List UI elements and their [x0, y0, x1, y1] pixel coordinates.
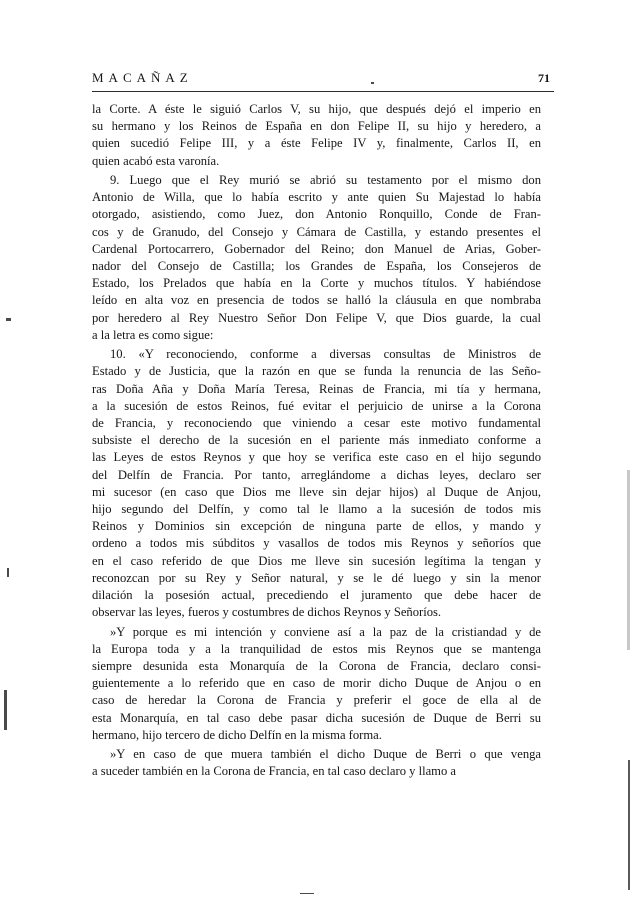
text-line: subsiste el derecho de la sucesión en el pariente más inmediato conforme a	[92, 433, 541, 448]
text-line: a la letra es como sigue:	[92, 327, 214, 342]
running-head: MACAÑAZ	[92, 70, 193, 85]
paragraph	[92, 624, 541, 744]
text-line: observar las leyes, fueros y costumbres de dichos Reynos y Señoríos.	[92, 605, 442, 620]
text-line: »Y porque es mi intención y conviene así a la paz de la cristiandad y de	[110, 624, 541, 639]
text-line: las Leyes de estos Reynos y que hoy se verifica este caso en el hijo segundo	[92, 450, 541, 465]
body-text	[92, 101, 541, 783]
text-line: 10. «Y reconociendo, conforme a diversas consultas de Ministros de	[110, 347, 541, 362]
text-line: quien acabó esta varonía.	[92, 153, 220, 168]
text-line: hermano, hijo tercero de dicho Delfín en la misma forma.	[92, 727, 382, 742]
paragraph	[92, 101, 541, 170]
text-line: esta Monarquía, en tal caso debe pasar dicha sucesión de Duque de Berri su	[92, 710, 541, 725]
text-line: la Corte. A éste le siguió Carlos V, su hijo, que después dejó el imperio en	[92, 102, 541, 116]
top-mark	[371, 82, 374, 84]
text-line: siempre desunida esta Monarquía de la Corona de Francia, declaro consi-	[92, 659, 541, 674]
text-line: ras Doña Aña y Doña María Teresa, Reinas de Francia, mi tía y hermana,	[92, 381, 541, 396]
text-line: ordeno a todos mis súbditos y vasallos de todos mis Reynos y señoríos que	[92, 536, 541, 551]
text-line: otorgado, asistiendo, como Juez, don Antonio Ronquillo, Conde de Fran-	[92, 207, 541, 222]
text-line: Cardenal Portocarrero, Gobernador del Reino; don Manuel de Arias, Gober-	[92, 241, 541, 256]
text-line: »Y en caso de que muera también el dicho Duque de Berri o que venga	[110, 747, 541, 762]
header-rule	[92, 91, 554, 92]
text-line: nador del Consejo de Castilla; los Grandes de España, los Consejeros de	[92, 259, 541, 274]
text-line: caso de heredar la Corona de Francia y preferir el goce de ella al de	[92, 693, 541, 708]
paragraph	[92, 746, 541, 780]
text-line: la Europa toda y a la tranquilidad de estos mis Reynos que se mantenga	[92, 641, 541, 656]
text-line: Estado y de Justicia, que la razón en que se funda la renuncia de las Seño-	[92, 364, 541, 379]
text-line: Reinos y Dominios sin excepción de ninguna parte de ellos, y mando y	[92, 519, 541, 534]
text-line: Antonio de Willa, que lo había escrito y ante quien Su Majestad lo había	[92, 190, 541, 205]
left-margin-mark	[4, 690, 7, 730]
bottom-mark	[300, 893, 314, 894]
left-margin-mark	[6, 318, 11, 321]
text-line: a la sucesión de estos Reinos, fué evitar el perjuicio de unirse a la Corona	[92, 398, 541, 413]
text-line: hijo segundo del Delfín, y como tal le llamo a la sucesión de todos mis	[92, 502, 541, 517]
text-line: leído en alta voz en presencia de todos se halló la cláusula en que nombraba	[92, 293, 541, 308]
paragraph	[92, 172, 541, 344]
paragraph	[92, 346, 541, 621]
text-line: guientemente a lo referido que en caso de morir dicho Duque de Anjou o en	[92, 676, 541, 691]
text-line: de Francia, y reconociendo que viniendo a cesar este motivo fundamental	[92, 416, 541, 431]
text-line: del Delfín de Francia. Por tanto, arreglándome a dichas leyes, declaro ser	[92, 467, 541, 482]
text-line: a suceder también en la Corona de Francia, en tal caso declaro y llamo a	[92, 764, 457, 779]
text-line: mi sucesor (en caso que Dios me lleve sin dejar hijos) al Duque de Anjou,	[92, 484, 541, 499]
page-number: 71	[538, 71, 550, 85]
text-line: cos y de Granudo, del Consejo y Cámara de Castilla, y estando presentes el	[92, 224, 541, 239]
text-line: 9. Luego que el Rey murió se abrió su testamento por el mismo don	[110, 173, 541, 187]
text-line: en el caso referido de que Dios me lleve sin sucesión legítima la tengan y	[92, 553, 541, 568]
text-line: quien sucedió Felipe III, y a éste Felipe IV y, finalmente, Carlos II, en	[92, 136, 541, 151]
text-line: Estado, los Prelados que había en la Corte y muchos títulos. Y habiéndose	[92, 276, 541, 291]
text-line: reconozcan por su Rey y Señor natural, y se le dé luego y sin la menor	[92, 570, 541, 585]
left-margin-mark	[7, 568, 9, 577]
text-line: su hermano y los Reinos de España en don Felipe II, su hijo y heredero, a	[92, 119, 541, 134]
text-line: por heredero al Rey Nuestro Señor Don Felipe V, que Dios guarde, la cual	[92, 310, 541, 325]
text-line: dilación la posesión actual, precediendo el juramento que debe hacer de	[92, 588, 541, 603]
page-header	[92, 68, 550, 90]
